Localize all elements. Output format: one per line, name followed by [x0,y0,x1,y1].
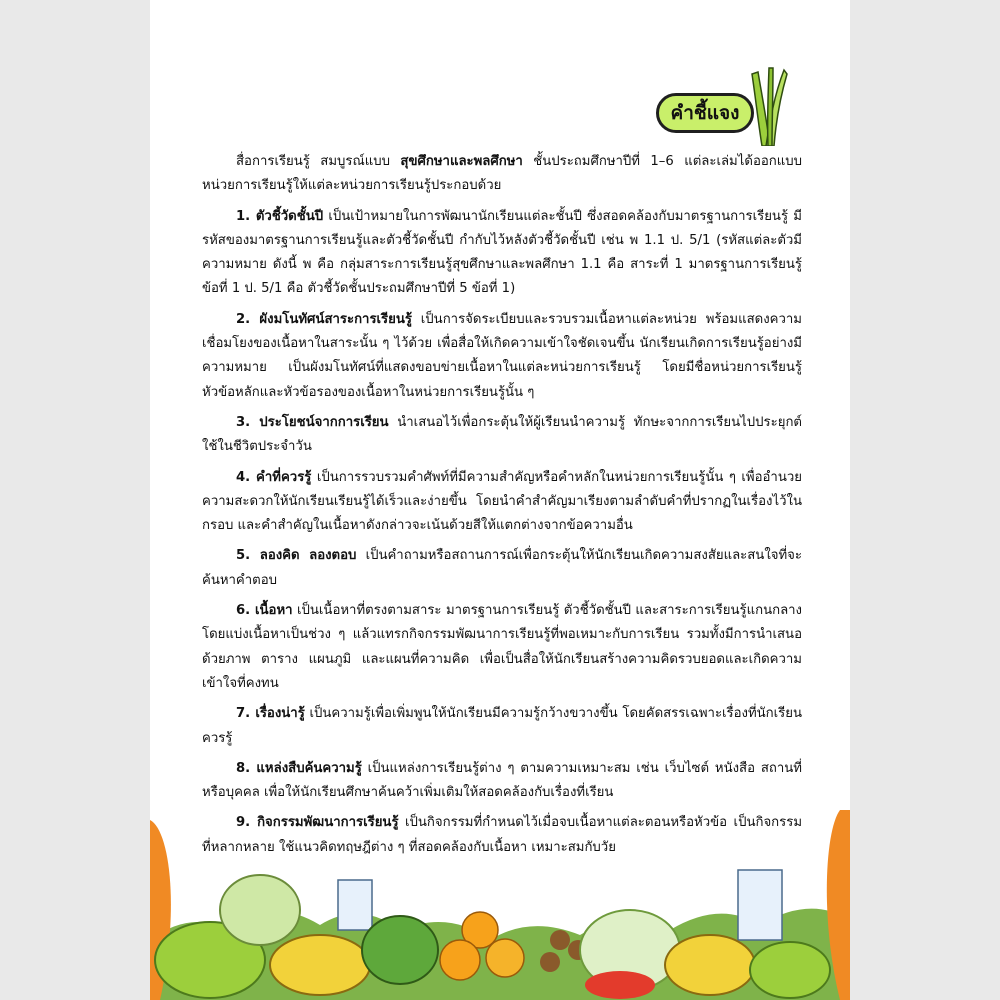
list-item [202,702,802,751]
list-item [202,205,802,302]
scallion-leaf-icon [748,66,788,146]
item-heading: 1. ตัวชี้วัดชั้นปี [236,208,324,224]
item-heading: 7. เรื่องน่ารู้ [236,706,305,722]
item-heading: 3. ประโยชน์จากการเรียน [236,414,389,430]
section-title: คำชี้แจง [670,102,740,124]
item-heading: 4. คำที่ควรรู้ [236,469,312,485]
intro-text: สื่อการเรียนรู้ สมบูรณ์แบบ [236,154,401,169]
item-text: เป็นกิจกรรมที่กำหนดไว้เมื่อจบเนื้อหาแต่ละตอนหรือหัวข้อ เป็นกิจกรรมที่หลากหลาย ใช้แนวคิดทฤษฎีต่าง ๆ ที่สอดคล้องกับเนื้อหา เหมาะสมกับวัย [202,815,803,855]
item-heading: 2. ผังมโนทัศน์สาระการเรียนรู้ [236,311,412,327]
item-heading: 5. ลองคิด ลองตอบ [236,548,357,564]
list-item [202,544,802,593]
list-item [202,466,802,539]
body-text [202,150,802,866]
list-item [202,308,802,405]
item-text: นำเสนอไว้เพื่อกระตุ้นให้ผู้เรียนนำความรู้ ทักษะจากการเรียนไปประยุกต์ใช้ในชีวิตประจำวัน [202,414,802,455]
fruits-vegetables-illustration [150,790,850,1000]
item-text: เป็นความรู้เพื่อเพิ่มพูนให้นักเรียนมีความรู้กว้างขวางขึ้น โดยคัดสรรเฉพาะเรื่องที่นักเรียนควรรู้ [202,706,802,746]
item-text: เป็นการจัดระเบียบและรวบรวมเนื้อหาแต่ละหน่วย พร้อมแสดงความเชื่อมโยงของเนื้อหาในสาระนั้น ๆ ไว้ด้วย เพื่อสื่อให้เกิดความเข้าใจชัดเจนขึ้น นักเรียนเกิดการเรียนรู้อย่างมีความหมาย เป็นผังมโนทัศน์ที่แสดงขอบข่ายเนื้อหาในแต่ละหน่วยการเรียนรู้ โดยมีชื่อหน่วยการเรียนรู้ หัวข้อหลักและหัวข้อรองของเนื้อหาในหน่วยการเรียนรู้นั้น ๆ [202,311,803,400]
intro-paragraph [202,150,802,199]
document-page [150,0,850,1000]
intro-text-cont: ชั้นประถมศึกษาปีที่ 1–6 แต่ละเล่มได้ออกแบบหน่วยการเรียนรู้ให้แต่ละหน่วยการเรียนรู้ประกอบด้วย [202,154,803,194]
item-text: เป็นเนื้อหาที่ตรงตามสาระ มาตรฐานการเรียนรู้ ตัวชี้วัดชั้นปี และสาระการเรียนรู้แกนกลาง โดยแบ่งเนื้อหาเป็นช่วง ๆ แล้วแทรกกิจกรรมพัฒนาการเรียนรู้ที่พอเหมาะกับการเรียน รวมทั้งมีการนำเสนอด้วยภาพ ตาราง แผนภูมิ และแผนที่ความคิด เพื่อเป็นสื่อให้นักเรียนสร้างความคิดรวบยอดและเกิดความเข้าใจที่คงทน [202,603,802,691]
list-item [202,411,802,460]
list-item [202,599,802,696]
item-heading: 6. เนื้อหา [236,603,293,619]
section-title-badge [656,93,754,133]
item-heading: 8. แหล่งสืบค้นความรู้ [236,760,362,776]
subject-name: สุขศึกษาและพลศึกษา [400,154,523,169]
item-text: เป็นแหล่งการเรียนรู้ต่าง ๆ ตามความเหมาะสม เช่น เว็บไซต์ หนังสือ สถานที่ หรือบุคคล เพื่อให้นักเรียนศึกษาค้นคว้าเพิ่มเติมให้สอดคล้องกับเรื่องที่เรียน [202,760,802,801]
item-text: เป็นคำถามหรือสถานการณ์เพื่อกระตุ้นให้นักเรียนเกิดความสงสัยและสนใจที่จะค้นหาคำตอบ [202,548,802,588]
item-text: เป็นเป้าหมายในการพัฒนานักเรียนแต่ละชั้นปี ซึ่งสอดคล้องกับมาตรฐานการเรียนรู้ มีรหัสของมาตรฐานการเรียนรู้และตัวชี้วัดชั้นปี กำกับไว้หลังตัวชี้วัดชั้นปี เช่น พ 1.1 ป. 5/1 (รหัสแต่ละตัวมีความหมาย ดังนี้ พ คือ กลุ่มสาระการเรียนรู้สุขศึกษาและพลศึกษา 1.1 คือ สาระที่ 1 มาตรฐานการเรียนรู้ข้อที่ 1 ป. 5/1 คือ ตัวชี้วัดชั้นประถมศึกษาปีที่ 5 ข้อที่ 1) [202,208,802,297]
item-heading: 9. กิจกรรมพัฒนาการเรียนรู้ [236,815,399,831]
item-text: เป็นการรวบรวมคำศัพท์ที่มีความสำคัญหรือคำหลักในหน่วยการเรียนรู้นั้น ๆ เพื่ออำนวยความสะดวกให้นักเรียนเรียนรู้ได้เร็วและง่ายขึ้น โดยนำคำสำคัญมาเรียงตามลำดับคำที่ปรากฏในเรื่องไว้ในกรอบ และคำสำคัญในเนื้อหาดังกล่าวจะเน้นด้วยสีให้แตกต่างจากข้อความอื่น [202,469,802,534]
